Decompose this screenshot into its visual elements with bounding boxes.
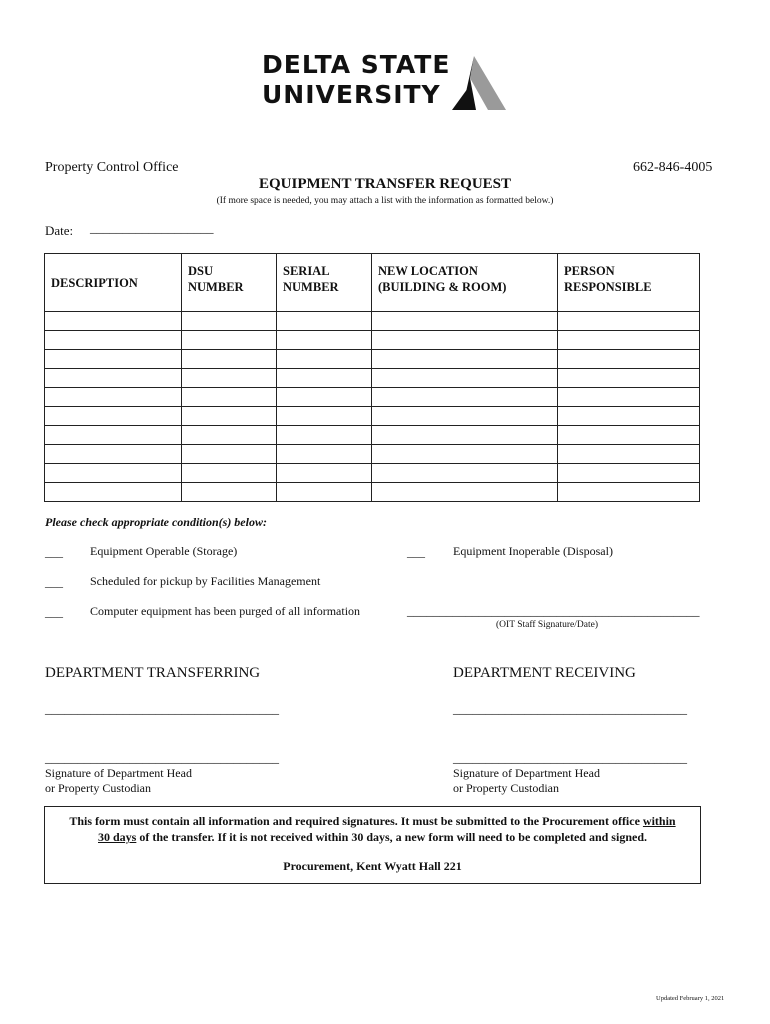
form-title: EQUIPMENT TRANSFER REQUEST [259,176,511,192]
table-cell[interactable] [277,464,372,483]
table-cell[interactable] [182,407,277,426]
date-label: Date: [45,223,74,238]
table-cell[interactable] [45,369,182,388]
table-cell[interactable] [558,312,700,331]
logo-text-line-2: UNIVERSITY [262,80,441,109]
purged-checkbox[interactable]: ___ [45,605,63,619]
inoperable-checkbox[interactable]: ___ [407,545,425,559]
signature-label-line-1: Signature of Department Head [453,766,600,780]
oit-signature-label: (OIT Staff Signature/Date) [496,620,599,630]
notice-emphasis: within [642,814,676,828]
date-field[interactable]: ___________________ [90,220,214,235]
transferring-signature-field[interactable]: ____________________________________ [45,750,279,765]
receiving-signature-field[interactable]: ____________________________________ [453,750,687,765]
department-receiving-heading: DEPARTMENT RECEIVING [453,665,636,681]
office-phone: 662-846-4005 [633,160,713,175]
table-row [45,464,700,483]
logo-text-line-1: DELTA STATE [262,50,451,79]
table-cell[interactable] [372,445,558,464]
signature-label-line-2: or Property Custodian [45,781,151,795]
table-cell[interactable] [372,312,558,331]
header-label: RESPONSIBLE [564,280,652,294]
table-header-row [45,254,700,312]
table-cell[interactable] [372,426,558,445]
table-cell[interactable] [372,464,558,483]
table-cell[interactable] [372,331,558,350]
table-cell[interactable] [182,369,277,388]
table-cell[interactable] [558,483,700,502]
table-cell[interactable] [182,312,277,331]
table-cell[interactable] [182,483,277,502]
procurement-address: Procurement, Kent Wyatt Hall 221 [283,859,462,873]
transferring-signature-label [45,766,192,796]
signature-label-line-1: Signature of Department Head [45,766,192,780]
column-header-new-location [372,254,558,312]
oit-signature-field[interactable]: _____________________________________________ [407,603,700,618]
table-cell[interactable] [372,483,558,502]
table-cell[interactable] [558,369,700,388]
table-cell[interactable] [45,388,182,407]
table-cell[interactable] [182,426,277,445]
column-header-person-responsible [558,254,700,312]
table-cell[interactable] [277,369,372,388]
column-header-dsu-number [182,254,277,312]
form-note: (If more space is needed, you may attach a list with the information as formatted below.) [216,196,554,206]
table-cell[interactable] [372,350,558,369]
table-cell[interactable] [372,407,558,426]
table-row [45,388,700,407]
table-cell[interactable] [558,426,700,445]
table-row [45,369,700,388]
header-label: SERIAL [283,264,330,278]
equipment-table [44,253,700,502]
column-header-description [45,254,182,312]
header-label: PERSON [564,264,615,278]
triangle-peak-logo-mark-icon [452,54,508,110]
receiving-name-field[interactable]: ____________________________________ [453,701,687,716]
table-cell[interactable] [558,350,700,369]
receiving-signature-label [453,766,600,796]
header-label: DSU [188,264,214,278]
header-label: NEW LOCATION [378,264,478,278]
table-cell[interactable] [558,388,700,407]
header-label: (BUILDING & ROOM) [378,280,507,294]
notice-text-part: of the transfer. If it is not received within 30 days, a new form will need to be completed and signed. [136,830,647,844]
table-cell[interactable] [182,388,277,407]
pickup-label: Scheduled for pickup by Facilities Management [90,574,321,588]
conditions-title: Please check appropriate condition(s) below: [45,515,267,529]
office-name: Property Control Office [45,160,179,175]
pickup-checkbox[interactable]: ___ [45,575,63,589]
table-cell[interactable] [45,331,182,350]
table-cell[interactable] [182,445,277,464]
table-cell[interactable] [277,407,372,426]
table-cell[interactable] [45,407,182,426]
table-cell[interactable] [182,331,277,350]
table-cell[interactable] [558,331,700,350]
table-cell[interactable] [45,483,182,502]
table-cell[interactable] [277,331,372,350]
operable-label: Equipment Operable (Storage) [90,544,238,558]
table-cell[interactable] [558,407,700,426]
table-row [45,312,700,331]
notice-emphasis: 30 days [98,830,137,844]
updated-date: Updated February 1, 2021 [656,995,725,1002]
table-row [45,445,700,464]
table-cell[interactable] [277,388,372,407]
header-label: DESCRIPTION [51,275,138,290]
table-cell[interactable] [45,464,182,483]
header-label: NUMBER [188,280,244,294]
operable-checkbox[interactable]: ___ [45,545,63,559]
table-cell[interactable] [45,445,182,464]
table-row [45,331,700,350]
department-transferring-heading: DEPARTMENT TRANSFERRING [45,665,261,681]
table-row [45,407,700,426]
table-cell[interactable] [277,445,372,464]
table-cell[interactable] [45,350,182,369]
notice-text-part: This form must contain all information and required signatures. It must be submitted to the Procurement office [69,814,643,828]
table-cell[interactable] [558,445,700,464]
table-cell[interactable] [277,426,372,445]
table-cell[interactable] [372,369,558,388]
table-cell[interactable] [45,312,182,331]
table-cell[interactable] [45,426,182,445]
table-row [45,483,700,502]
table-row [45,350,700,369]
table-cell[interactable] [277,483,372,502]
table-row [45,426,700,445]
table-cell[interactable] [277,350,372,369]
university-logo [262,50,512,112]
inoperable-label: Equipment Inoperable (Disposal) [453,544,613,558]
column-header-serial-number [277,254,372,312]
table-cell[interactable] [277,312,372,331]
signature-label-line-2: or Property Custodian [453,781,559,795]
transferring-name-field[interactable]: ____________________________________ [45,701,279,716]
table-cell[interactable] [182,350,277,369]
purged-label: Computer equipment has been purged of all information [90,604,361,618]
submission-notice-text [45,813,700,845]
header-label: NUMBER [283,280,339,294]
table-cell[interactable] [372,388,558,407]
submission-notice-box [44,806,701,884]
table-cell[interactable] [558,464,700,483]
table-cell[interactable] [182,464,277,483]
